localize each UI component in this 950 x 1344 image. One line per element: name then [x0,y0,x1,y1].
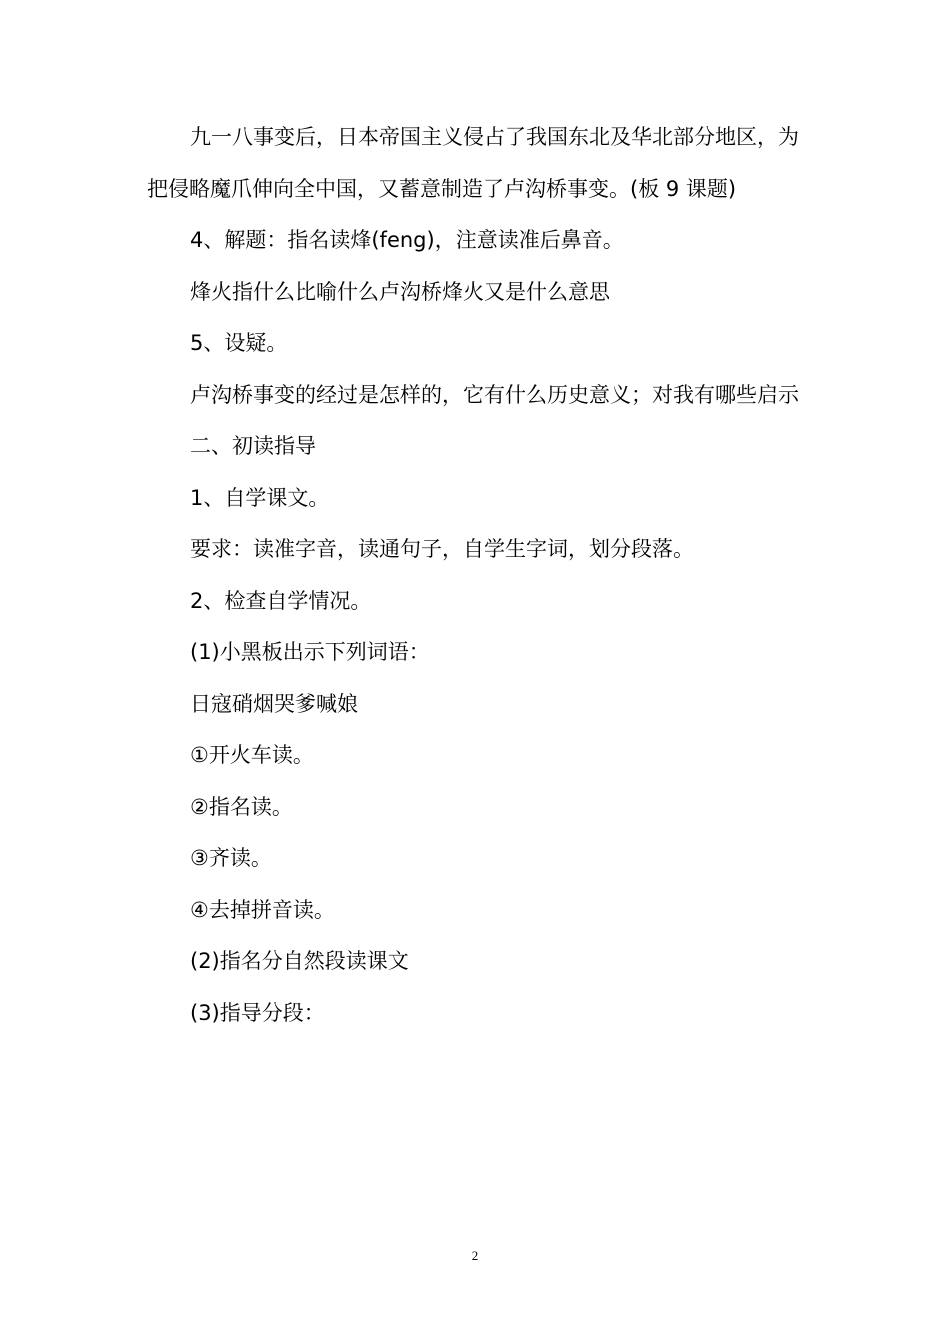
paragraph: (3)指导分段： [190,1000,325,1025]
paragraph: (2)指名分自然段读课文 [190,949,409,973]
paragraph: 要求：读准字音，读通句子，自学生字词，划分段落。 [190,537,694,561]
paragraph: 4、解题：指名读烽(feng)，注意读准后鼻音。 [190,228,624,252]
list-item: ①开火车读。 [190,743,314,767]
paragraph: 卢沟桥事变的经过是怎样的，它有什么历史意义；对我有哪些启示 [190,382,799,407]
list-item: ②指名读。 [190,794,293,819]
paragraph: 1、自学课文。 [190,485,330,510]
paragraph: 九一八事变后，日本帝国主义侵占了我国东北及华北部分地区，为把侵略魔爪伸向全中国，又蓄意制造了卢沟桥事变。(板 9 课题) [147,125,799,201]
paragraph: 2、检查自学情况。 [190,588,372,613]
paragraph: 5、设疑。 [190,331,288,355]
paragraph: 烽火指什么比喻什么卢沟桥烽火又是什么意思 [190,279,610,304]
word-list: 日寇硝烟哭爹喊娘 [190,691,358,716]
page-number: 2 [471,1248,479,1263]
section-heading: 二、初读指导 [190,434,316,458]
list-item: ④去掉拼音读。 [190,897,335,922]
paragraph: (1)小黑板出示下列词语： [190,640,430,664]
list-item: ③齐读。 [190,846,272,870]
body-text [147,112,807,1039]
